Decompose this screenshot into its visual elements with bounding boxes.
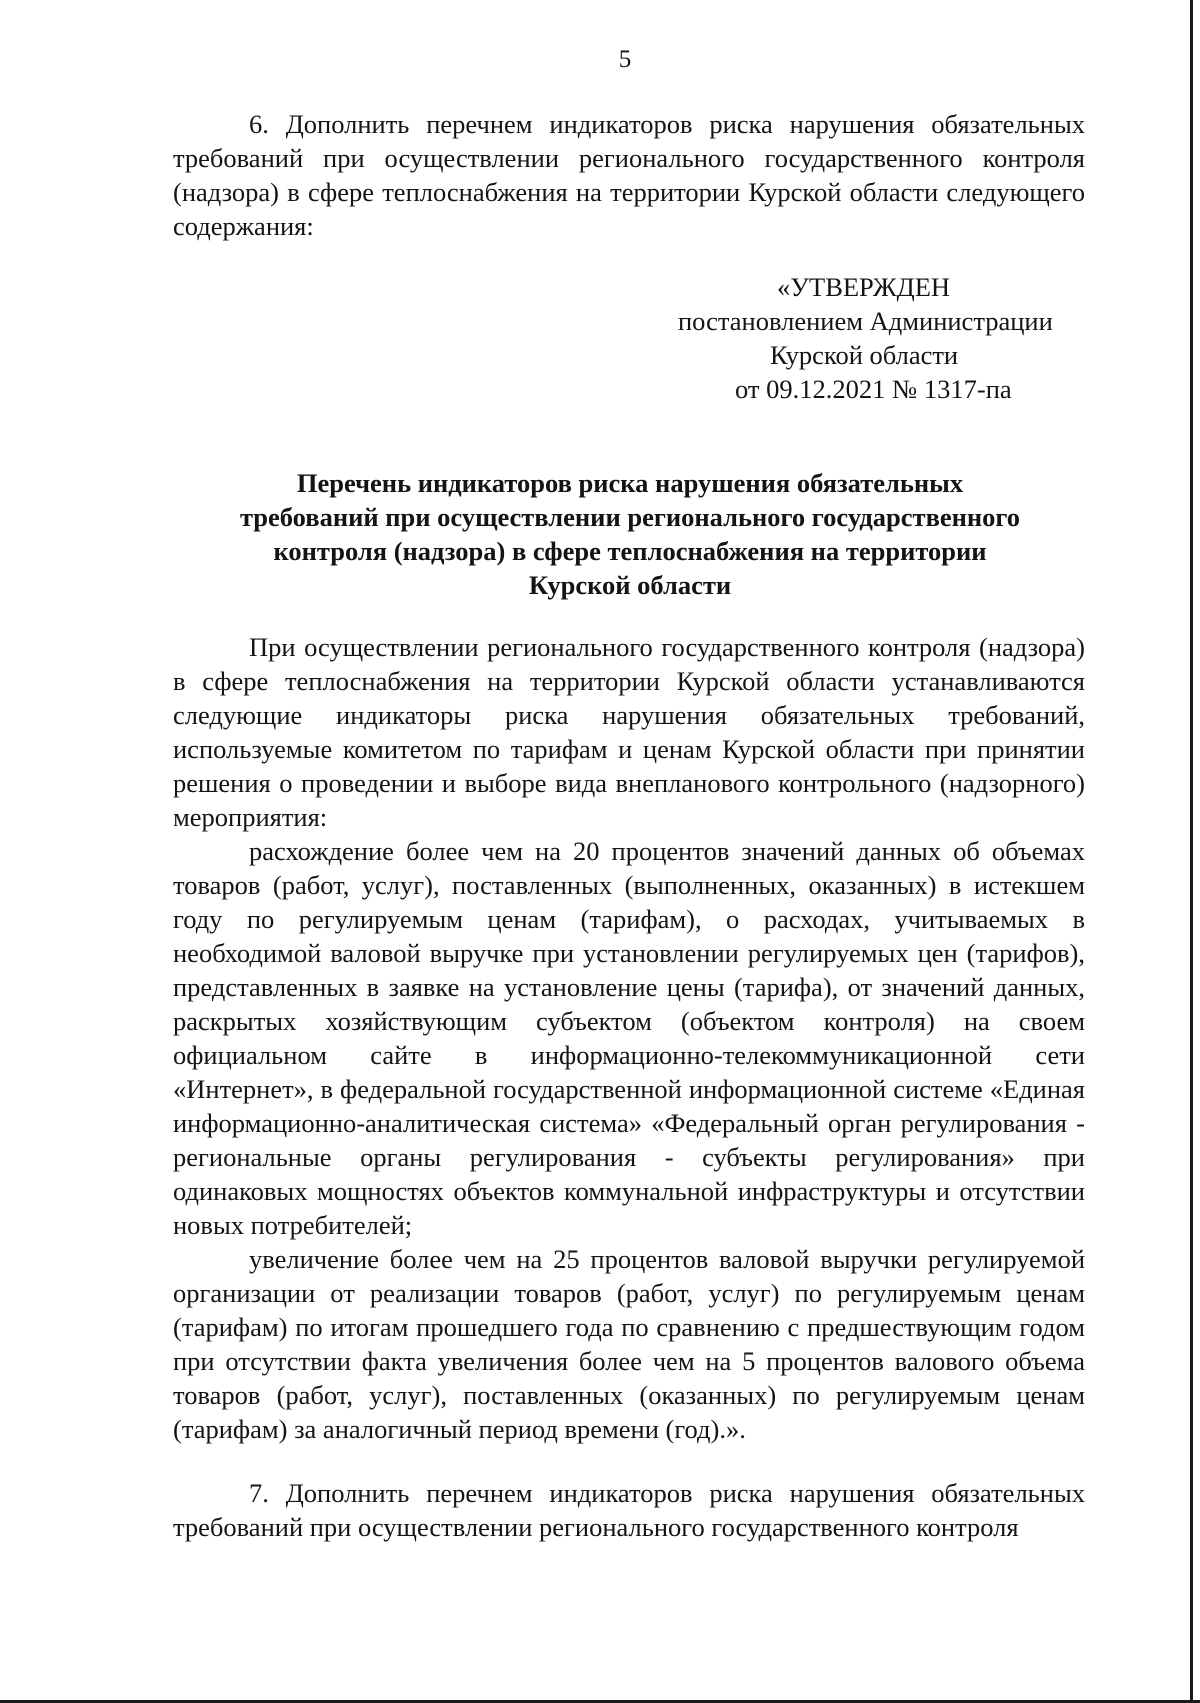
item-6-paragraph: 6. Дополнить перечнем индикаторов риска нарушения обязательных требований при осуществлении регионального государственного контроля (надзора) в сфере теплоснабжения на территории Курской области следующего содержания: [173, 109, 1085, 241]
indicator-paragraph-1: расхождение более чем на 20 процентов значений данных об объемах товаров (работ, услуг), поставленных (выполненных, оказанных) в истекшем году по регулируемым ценам (тарифам), о расходах, учитываемых в необходимой валовой выручке при установлении регулируемых цен (тарифов), представленных в заявке на установление цены (тарифа), от значений данных, раскрытых хозяйствующим субъектом (объектом контроля) на своем официальном сайте в информационно-телекоммуникационной сети «Интернет», в федеральной государственной информационной системе «Единая информационно-аналитическая система» «Федеральный орган регулирования - региональные органы регулирования - субъекты регулирования» при одинаковых мощностях объектов коммунальной инфраструктуры и отсутствии новых потребителей; [173, 836, 1085, 1240]
scan-border-right [1190, 0, 1193, 1703]
document-heading [165, 466, 1095, 602]
heading-line-3: контроля (надзора) в сфере теплоснабжения на территории [273, 536, 987, 566]
heading-line-4: Курской области [528, 570, 732, 600]
approval-date-number: от 09.12.2021 № 1317-па [735, 374, 1012, 404]
item-7-section [173, 1476, 1085, 1544]
indicator-paragraph-2: увеличение более чем на 25 процентов валовой выручки регулируемой организации от реализации товаров (работ, услуг) по регулируемым ценам (тарифам) по итогам прошедшего года по сравнению с предшествующим годом при отсутствии факта увеличения более чем на 5 процентов валового объема товаров (работ, услуг), поставленных (оказанных) по регулируемым ценам (тарифам) за аналогичный период времени (год).». [173, 1244, 1085, 1444]
heading-line-2: требований при осуществлении регионального государственного [239, 502, 1021, 532]
approval-resolution: постановлением Администрации [678, 306, 1053, 336]
approval-region: Курской области [770, 340, 959, 370]
indicators-body [173, 630, 1085, 1446]
item-6-section [173, 107, 1085, 243]
intro-paragraph: При осуществлении регионального государственного контроля (надзора) в сфере теплоснабжения на территории Курской области устанавливаются следующие индикаторы риска нарушения обязательных требований, используемые комитетом по тарифам и ценам Курской области при принятии решения о проведении и выборе вида внепланового контрольного (надзорного) мероприятия: [173, 632, 1085, 832]
page-number: 5 [618, 46, 632, 73]
heading-line-1: Перечень индикаторов риска нарушения обязательных [296, 468, 964, 498]
item-7-paragraph: 7. Дополнить перечнем индикаторов риска нарушения обязательных требований при осуществлении регионального государственного контроля [173, 1478, 1085, 1542]
approval-stamp-block [600, 270, 1120, 406]
approval-title: «УТВЕРЖДЕН [777, 272, 951, 302]
